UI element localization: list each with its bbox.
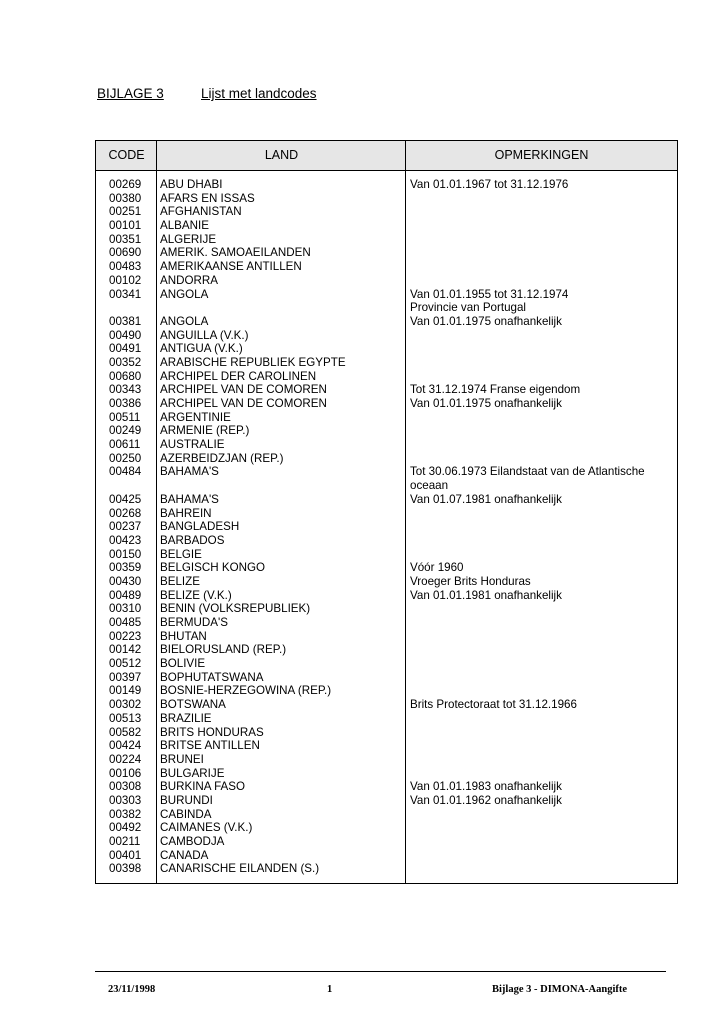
country-code: 00423 xyxy=(109,533,142,547)
country-name: CANADA xyxy=(160,848,209,862)
country-name: ABU DHABI xyxy=(160,178,223,191)
country-code: 00251 xyxy=(109,205,142,219)
country-code: 00102 xyxy=(109,273,142,287)
country-code: 00211 xyxy=(109,835,141,849)
remark: Vroeger Brits Honduras xyxy=(410,574,531,588)
table-row xyxy=(96,835,677,849)
table-row xyxy=(96,465,677,492)
country-code: 00491 xyxy=(109,342,142,356)
table-row xyxy=(96,849,677,863)
table-row xyxy=(96,862,677,876)
table-row xyxy=(96,808,677,822)
table-row xyxy=(96,684,677,698)
country-name: BURKINA FASO xyxy=(160,780,246,794)
country-code: 00269 xyxy=(109,178,142,191)
table-row xyxy=(96,726,677,740)
country-code: 00680 xyxy=(109,369,142,383)
table-row xyxy=(96,616,677,630)
country-name: BANGLADESH xyxy=(160,520,240,534)
country-code: 00223 xyxy=(109,629,142,643)
country-name: BRITSE ANTILLEN xyxy=(160,739,260,753)
country-code: 00142 xyxy=(109,643,142,657)
country-name: ANGOLA xyxy=(160,287,209,301)
remark: Van 01.01.1967 tot 31.12.1976 xyxy=(410,178,569,191)
country-name: AMERIKAANSE ANTILLEN xyxy=(160,260,302,274)
header-code: CODE xyxy=(108,148,145,162)
country-name: BAHREIN xyxy=(160,506,212,520)
country-code: 00489 xyxy=(109,588,142,602)
country-code: 00386 xyxy=(109,397,142,411)
table-row xyxy=(96,657,677,671)
country-code: 00106 xyxy=(109,766,142,780)
country-name: ARCHIPEL VAN DE COMOREN xyxy=(160,383,327,397)
country-name: BHUTAN xyxy=(160,629,207,643)
country-name: BOLIVIE xyxy=(160,657,206,671)
remark-continued: oceaan xyxy=(410,479,449,493)
country-code: 00341 xyxy=(109,287,142,301)
country-name: ARABISCHE REPUBLIEK EGYPTE xyxy=(160,355,346,369)
country-name: AFGHANISTAN xyxy=(160,205,242,219)
table-row xyxy=(96,233,677,247)
table-header xyxy=(96,141,677,171)
table-row xyxy=(96,794,677,808)
table-row xyxy=(96,630,677,644)
country-code: 00401 xyxy=(109,848,142,862)
country-name: BURUNDI xyxy=(160,793,213,807)
table-row xyxy=(96,493,677,507)
country-code: 00483 xyxy=(109,260,142,274)
table-row xyxy=(96,260,677,274)
table-row xyxy=(96,548,677,562)
table-row xyxy=(96,246,677,260)
table-row xyxy=(96,561,677,575)
country-name: CANARISCHE EILANDEN (S.) xyxy=(160,862,320,876)
table-body xyxy=(96,178,677,876)
country-name: BRUNEI xyxy=(160,752,204,766)
country-name: CAMBODJA xyxy=(160,835,225,849)
table-row xyxy=(96,411,677,425)
header-land: LAND xyxy=(264,148,299,162)
remark: Van 01.01.1975 onafhankelijk xyxy=(410,397,562,411)
country-code: 00382 xyxy=(109,807,142,821)
country-code: 00430 xyxy=(109,574,142,588)
country-name: ANGUILLA (V.K.) xyxy=(160,328,249,342)
country-code: 00485 xyxy=(109,616,142,630)
table-row xyxy=(96,821,677,835)
country-name: AFARS EN ISSAS xyxy=(160,191,255,205)
table-row xyxy=(96,438,677,452)
table-row xyxy=(96,397,677,411)
country-name: AMERIK. SAMOAEILANDEN xyxy=(160,246,311,260)
table-row xyxy=(96,520,677,534)
country-name: BOPHUTATSWANA xyxy=(160,670,264,684)
country-code: 00303 xyxy=(109,793,142,807)
country-name: ANDORRA xyxy=(160,273,218,287)
country-code: 00511 xyxy=(109,410,141,424)
table-row xyxy=(96,739,677,753)
remark-continued: Provincie van Portugal xyxy=(410,301,526,315)
country-name: BRITS HONDURAS xyxy=(160,725,264,739)
country-name: ARCHIPEL VAN DE COMOREN xyxy=(160,397,327,411)
country-code: 00611 xyxy=(109,438,141,452)
table-row xyxy=(96,205,677,219)
country-name: ARGENTINIE xyxy=(160,410,231,424)
country-name: BOTSWANA xyxy=(160,698,226,712)
header-opmerkingen: OPMERKINGEN xyxy=(494,148,589,162)
country-code: 00513 xyxy=(109,711,142,725)
table-row xyxy=(96,219,677,233)
country-name: CABINDA xyxy=(160,807,212,821)
table-row xyxy=(96,753,677,767)
country-code: 00250 xyxy=(109,451,142,465)
country-name: CAIMANES (V.K.) xyxy=(160,821,253,835)
country-code: 00224 xyxy=(109,752,142,766)
country-code: 00268 xyxy=(109,506,142,520)
table-row xyxy=(96,698,677,712)
footer-document-name: Bijlage 3 - DIMONA-Aangifte xyxy=(492,984,628,995)
country-code: 00310 xyxy=(109,602,142,616)
table-row xyxy=(96,342,677,356)
table-row xyxy=(96,178,677,192)
remark: Van 01.01.1983 onafhankelijk xyxy=(410,780,562,794)
country-name: BENIN (VOLKSREPUBLIEK) xyxy=(160,602,311,616)
remark: Van 01.07.1981 onafhankelijk xyxy=(410,492,562,506)
remark: Van 01.01.1981 onafhankelijk xyxy=(410,588,562,602)
country-code: 00352 xyxy=(109,355,142,369)
table-row xyxy=(96,602,677,616)
country-code: 00582 xyxy=(109,725,142,739)
country-name: BRAZILIE xyxy=(160,711,212,725)
table-row xyxy=(96,370,677,384)
table-row xyxy=(96,315,677,329)
country-code: 00343 xyxy=(109,383,142,397)
page-heading xyxy=(97,86,317,101)
table-row xyxy=(96,589,677,603)
country-code: 00424 xyxy=(109,739,142,753)
country-name: ARCHIPEL DER CAROLINEN xyxy=(160,369,317,383)
country-name: BELGIE xyxy=(160,547,202,561)
country-code: 00397 xyxy=(109,670,142,684)
table-row xyxy=(96,329,677,343)
country-code: 00492 xyxy=(109,821,142,835)
table-row xyxy=(96,643,677,657)
remark: Van 01.01.1962 onafhankelijk xyxy=(410,793,562,807)
country-name: BELGISCH KONGO xyxy=(160,561,266,575)
remark: Tot 31.12.1974 Franse eigendom xyxy=(410,383,581,397)
country-code: 00425 xyxy=(109,492,142,506)
country-code-table xyxy=(95,140,678,884)
country-code: 00351 xyxy=(109,232,142,246)
remark: Tot 30.06.1973 Eilandstaat van de Atlantische xyxy=(410,465,645,479)
country-name: ARMENIE (REP.) xyxy=(160,424,250,438)
country-name: BIELORUSLAND (REP.) xyxy=(160,643,287,657)
footer-page-number: 1 xyxy=(327,984,333,995)
table-row xyxy=(96,534,677,548)
country-name: BOSNIE-HERZEGOWINA (REP.) xyxy=(160,684,332,698)
country-name: BAHAMA'S xyxy=(160,465,219,479)
table-row xyxy=(96,507,677,521)
country-name: BULGARIJE xyxy=(160,766,225,780)
country-code: 00490 xyxy=(109,328,142,342)
remark: Brits Protectoraat tot 31.12.1966 xyxy=(410,698,577,712)
table-row xyxy=(96,424,677,438)
country-name: BARBADOS xyxy=(160,533,225,547)
country-name: AZERBEIDZJAN (REP.) xyxy=(160,451,284,465)
country-code: 00690 xyxy=(109,246,142,260)
country-code: 00237 xyxy=(109,520,142,534)
remark: Vóór 1960 xyxy=(410,561,464,575)
country-code: 00149 xyxy=(109,684,142,698)
page-title: Lijst met landcodes xyxy=(201,86,317,101)
footer-date: 23/11/1998 xyxy=(108,984,156,995)
table-row xyxy=(96,356,677,370)
country-name: ALGERIJE xyxy=(160,232,217,246)
country-code: 00302 xyxy=(109,698,142,712)
remark: Van 01.01.1975 onafhankelijk xyxy=(410,314,562,328)
country-code: 00380 xyxy=(109,191,142,205)
country-code: 00101 xyxy=(109,219,142,233)
country-code: 00359 xyxy=(109,561,142,575)
annex-label: BIJLAGE 3 xyxy=(97,86,164,101)
country-code: 00249 xyxy=(109,424,142,438)
table-row xyxy=(96,767,677,781)
country-name: ANGOLA xyxy=(160,314,209,328)
table-row xyxy=(96,383,677,397)
country-code: 00308 xyxy=(109,780,142,794)
country-name: AUSTRALIE xyxy=(160,438,225,452)
country-name: ANTIGUA (V.K.) xyxy=(160,342,243,356)
footer-divider xyxy=(95,971,666,972)
country-code: 00150 xyxy=(109,547,142,561)
table-row xyxy=(96,192,677,206)
country-name: ALBANIE xyxy=(160,219,209,233)
country-code: 00381 xyxy=(109,314,142,328)
table-row xyxy=(96,712,677,726)
table-row xyxy=(96,780,677,794)
remark: Van 01.01.1955 tot 31.12.1974 xyxy=(410,287,569,301)
country-code: 00512 xyxy=(109,657,142,671)
table-row xyxy=(96,452,677,466)
country-code: 00484 xyxy=(109,465,142,479)
country-name: BELIZE xyxy=(160,574,200,588)
table-row xyxy=(96,575,677,589)
country-name: BAHAMA'S xyxy=(160,492,219,506)
country-code: 00398 xyxy=(109,862,142,876)
country-name: BERMUDA'S xyxy=(160,616,228,630)
table-row xyxy=(96,671,677,685)
country-name: BELIZE (V.K.) xyxy=(160,588,232,602)
table-row xyxy=(96,274,677,288)
table-row xyxy=(96,288,677,315)
